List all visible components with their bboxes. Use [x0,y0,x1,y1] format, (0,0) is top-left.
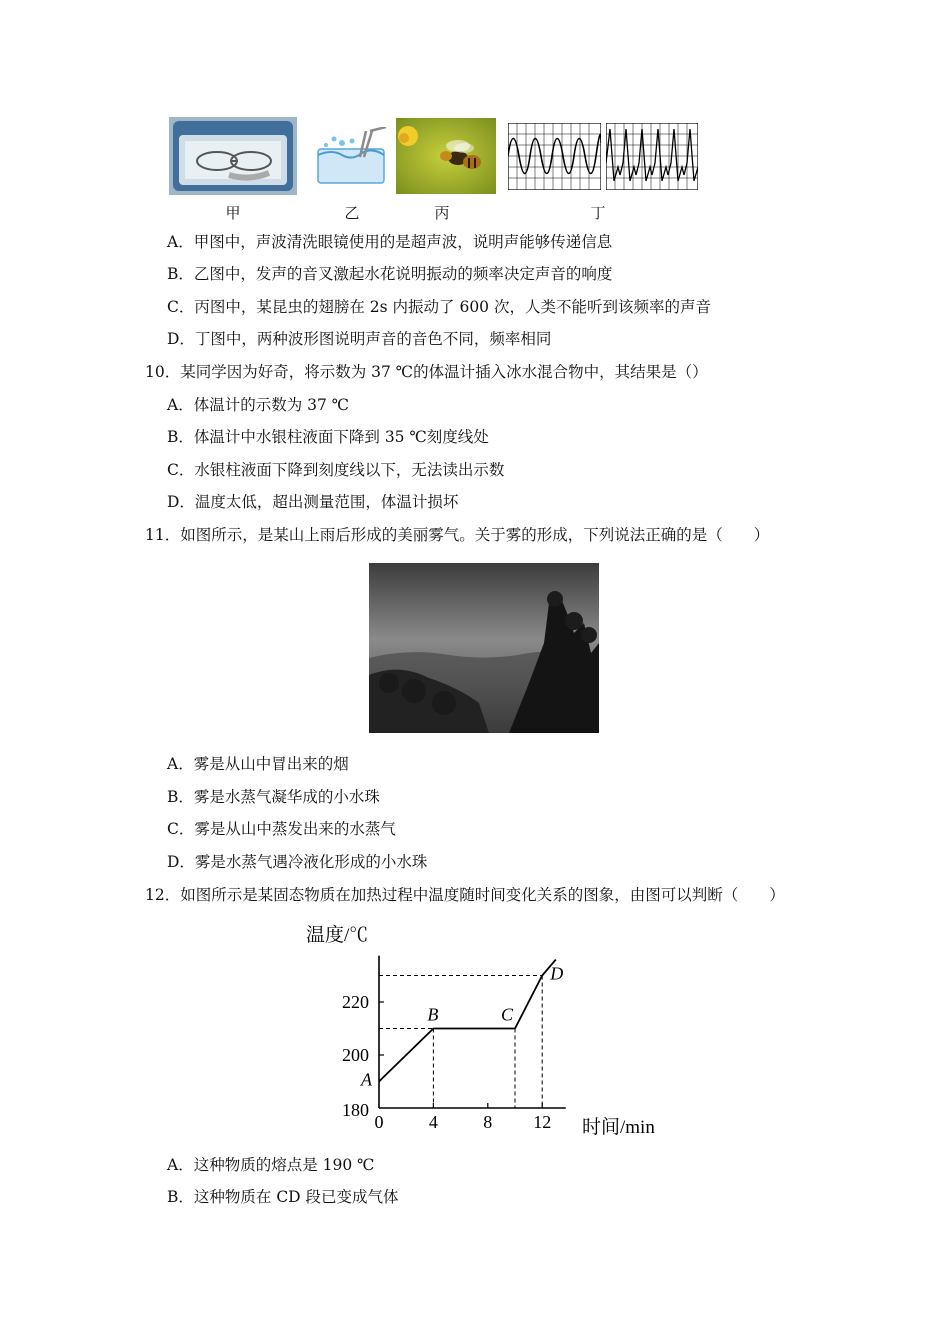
chart-y-tick-label: 220 [342,992,369,1012]
chart-point-label-d: D [550,963,564,984]
tuning-fork-water-image [312,127,390,187]
chart-x-tick-label: 4 [428,1112,438,1132]
chart-x-tick-label: 8 [483,1112,493,1132]
chart-point-label-a: A [361,1069,372,1090]
q9-option-a: A．甲图中，声波清洗眼镜使用的是超声波，说明声能够传递信息 [167,233,613,251]
waveform-complex-image [606,123,698,190]
q10-option-d: D．温度太低，超出测量范围，体温计损坏 [167,493,459,511]
caption-yi: 乙 [344,204,360,222]
chart-x-tick-label: 12 [533,1112,552,1132]
chart-ylabel: 温度/℃ [306,925,369,946]
q11-option-d: D．雾是水蒸气遇冷液化形成的小水珠 [167,853,428,871]
q10-option-c: C．水银柱液面下降到刻度线以下，无法读出示数 [167,461,505,479]
q9-option-c: C．丙图中，某昆虫的翅膀在 2s 内振动了 600 次，人类不能听到该频率的声音 [167,298,711,316]
chart-y-tick-label: 200 [342,1045,369,1065]
chart-x-tick-label: 0 [374,1112,384,1132]
caption-jia: 甲 [225,204,241,222]
q9-option-b: B．乙图中，发声的音叉激起水花说明振动的频率决定声音的响度 [167,265,613,283]
q11-option-a: A．雾是从山中冒出来的烟 [167,755,349,773]
q11-option-b: B．雾是水蒸气凝华成的小水珠 [167,788,380,806]
q9-option-d: D．丁图中，两种波形图说明声音的音色不同，频率相同 [167,330,552,348]
q12-option-b: B．这种物质在 CD 段已变成气体 [167,1188,399,1206]
chart-xlabel: 时间/min [582,1117,655,1138]
chart-point-label-b: B [427,1004,439,1025]
waveform-sine-image [508,123,601,190]
chart-point-label-c: C [501,1004,514,1025]
caption-ding: 丁 [590,204,606,222]
temperature-time-chart-svg [300,915,670,1140]
chart-y-tick-label: 180 [342,1100,369,1120]
q10-option-b: B．体温计中水银柱液面下降到 35 ℃刻度线处 [167,428,489,446]
caption-bing: 丙 [434,204,450,222]
chart-series-line [379,960,556,1082]
bee-photo [396,118,496,194]
q11-option-c: C．雾是从山中蒸发出来的水蒸气 [167,820,396,838]
q10-option-a: A．体温计的示数为 37 ℃ [167,396,350,414]
q12-stem: 12．如图所示是某固态物质在加热过程中温度随时间变化关系的图象，由图可以判断（ ） [145,886,785,904]
q10-stem: 10．某同学因为好奇，将示数为 37 ℃的体温计插入冰水混合物中，其结果是（） [145,363,708,381]
ultrasonic-cleaner-image [169,117,297,195]
q11-stem: 11．如图所示，是某山上雨后形成的美丽雾气。关于雾的形成，下列说法正确的是（ ） [145,526,770,544]
q12-option-a: A．这种物质的熔点是 190 ℃ [167,1156,375,1174]
temperature-time-chart [300,915,670,1140]
foggy-mountain-photo [369,563,599,733]
